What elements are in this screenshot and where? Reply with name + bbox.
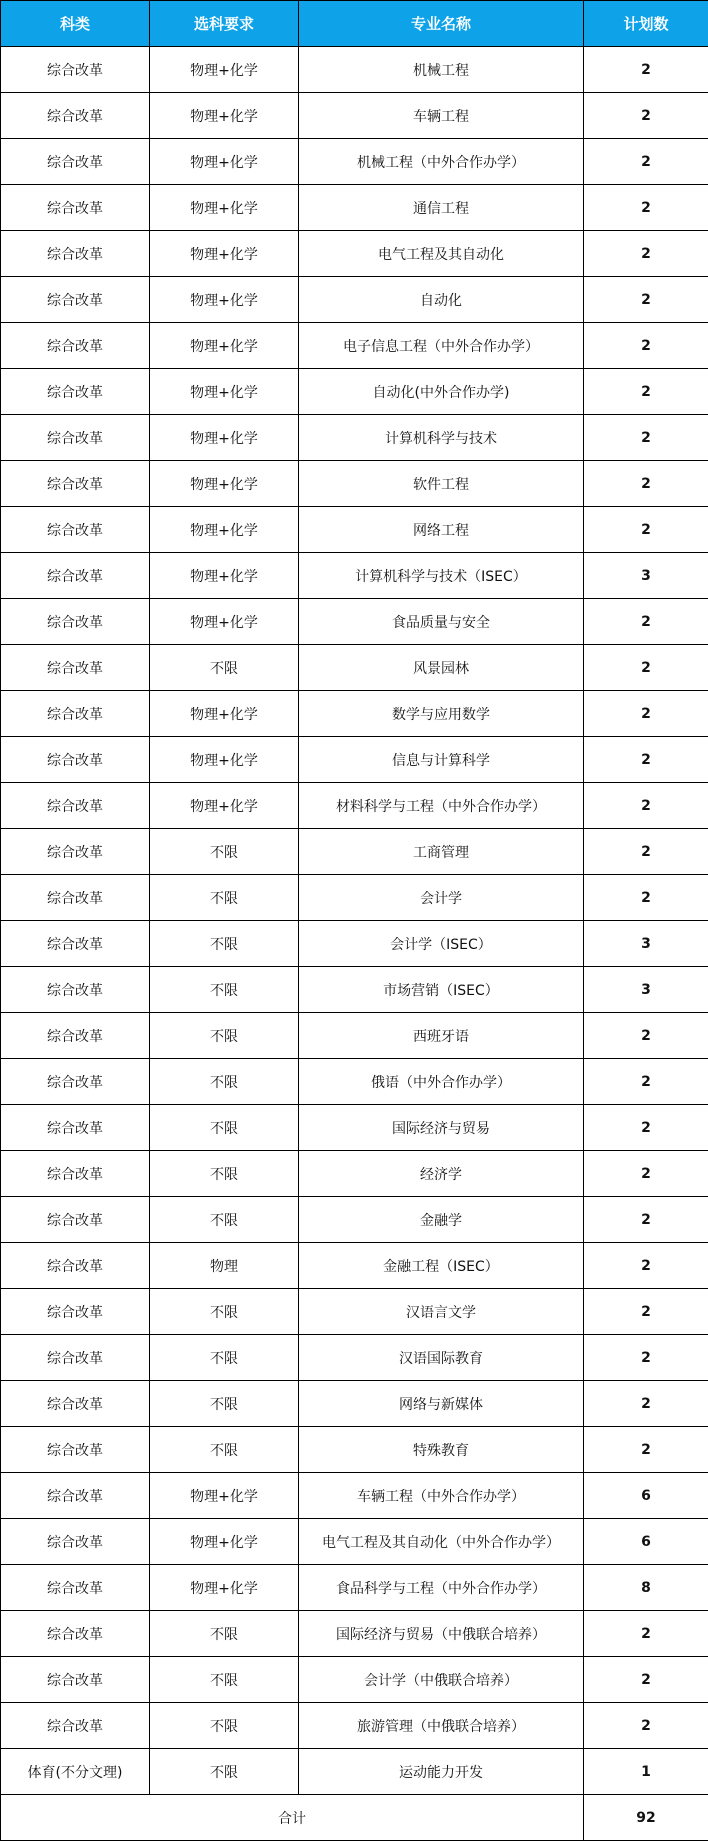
cell-major-name: 运动能力开发 xyxy=(299,1749,584,1795)
cell-major-name: 风景园林 xyxy=(299,645,584,691)
cell-category: 综合改革 xyxy=(1,1381,150,1427)
cell-category: 综合改革 xyxy=(1,1197,150,1243)
cell-category: 综合改革 xyxy=(1,461,150,507)
cell-major-name: 自动化(中外合作办学) xyxy=(299,369,584,415)
cell-category: 综合改革 xyxy=(1,139,150,185)
table-row xyxy=(1,1749,708,1795)
table-row xyxy=(1,829,708,875)
cell-major-name: 会计学 xyxy=(299,875,584,921)
cell-plan-count: 6 xyxy=(584,1473,708,1519)
cell-subject-requirement: 物理+化学 xyxy=(150,277,299,323)
header-major-name: 专业名称 xyxy=(299,1,584,47)
cell-subject-requirement: 物理+化学 xyxy=(150,323,299,369)
cell-major-name: 旅游管理（中俄联合培养） xyxy=(299,1703,584,1749)
cell-plan-count: 2 xyxy=(584,139,708,185)
cell-category: 综合改革 xyxy=(1,645,150,691)
cell-category: 综合改革 xyxy=(1,1703,150,1749)
cell-major-name: 市场营销（ISEC） xyxy=(299,967,584,1013)
cell-category: 综合改革 xyxy=(1,231,150,277)
cell-plan-count: 2 xyxy=(584,1657,708,1703)
header-category: 科类 xyxy=(1,1,150,47)
cell-plan-count: 2 xyxy=(584,1427,708,1473)
table-row xyxy=(1,1243,708,1289)
table-row xyxy=(1,1565,708,1611)
cell-plan-count: 2 xyxy=(584,875,708,921)
table-row xyxy=(1,415,708,461)
cell-category: 综合改革 xyxy=(1,1243,150,1289)
table-row xyxy=(1,461,708,507)
cell-subject-requirement: 不限 xyxy=(150,1703,299,1749)
cell-subject-requirement: 不限 xyxy=(150,1151,299,1197)
cell-subject-requirement: 不限 xyxy=(150,829,299,875)
table-row xyxy=(1,323,708,369)
table-row xyxy=(1,1427,708,1473)
cell-plan-count: 2 xyxy=(584,231,708,277)
cell-major-name: 工商管理 xyxy=(299,829,584,875)
table-row xyxy=(1,1335,708,1381)
cell-plan-count: 2 xyxy=(584,93,708,139)
cell-subject-requirement: 不限 xyxy=(150,1105,299,1151)
table-row xyxy=(1,921,708,967)
cell-category: 综合改革 xyxy=(1,921,150,967)
cell-subject-requirement: 物理+化学 xyxy=(150,139,299,185)
cell-plan-count: 6 xyxy=(584,1519,708,1565)
cell-subject-requirement: 物理+化学 xyxy=(150,93,299,139)
cell-major-name: 会计学（ISEC） xyxy=(299,921,584,967)
table-row xyxy=(1,875,708,921)
cell-major-name: 通信工程 xyxy=(299,185,584,231)
cell-plan-count: 1 xyxy=(584,1749,708,1795)
cell-category: 综合改革 xyxy=(1,829,150,875)
cell-subject-requirement: 不限 xyxy=(150,1335,299,1381)
cell-plan-count: 2 xyxy=(584,645,708,691)
cell-subject-requirement: 物理+化学 xyxy=(150,553,299,599)
cell-subject-requirement: 不限 xyxy=(150,967,299,1013)
cell-plan-count: 2 xyxy=(584,461,708,507)
table-row xyxy=(1,1381,708,1427)
table-row xyxy=(1,691,708,737)
cell-category: 综合改革 xyxy=(1,415,150,461)
cell-subject-requirement: 物理+化学 xyxy=(150,185,299,231)
total-label: 合计 xyxy=(1,1795,584,1841)
cell-category: 综合改革 xyxy=(1,277,150,323)
cell-category: 综合改革 xyxy=(1,1519,150,1565)
cell-major-name: 自动化 xyxy=(299,277,584,323)
cell-subject-requirement: 物理+化学 xyxy=(150,1565,299,1611)
table-row xyxy=(1,507,708,553)
cell-subject-requirement: 物理+化学 xyxy=(150,1473,299,1519)
cell-category: 综合改革 xyxy=(1,1335,150,1381)
cell-major-name: 俄语（中外合作办学） xyxy=(299,1059,584,1105)
table-row xyxy=(1,737,708,783)
cell-plan-count: 2 xyxy=(584,599,708,645)
table-row xyxy=(1,1059,708,1105)
cell-plan-count: 2 xyxy=(584,1289,708,1335)
cell-subject-requirement: 不限 xyxy=(150,1059,299,1105)
table-row xyxy=(1,369,708,415)
header-subject-requirement: 选科要求 xyxy=(150,1,299,47)
cell-plan-count: 2 xyxy=(584,415,708,461)
cell-category: 综合改革 xyxy=(1,185,150,231)
cell-plan-count: 2 xyxy=(584,1059,708,1105)
table-row xyxy=(1,1197,708,1243)
cell-category: 体育(不分文理) xyxy=(1,1749,150,1795)
cell-subject-requirement: 不限 xyxy=(150,921,299,967)
cell-plan-count: 2 xyxy=(584,323,708,369)
cell-major-name: 国际经济与贸易 xyxy=(299,1105,584,1151)
cell-category: 综合改革 xyxy=(1,1105,150,1151)
cell-plan-count: 2 xyxy=(584,783,708,829)
table-row xyxy=(1,967,708,1013)
cell-major-name: 金融工程（ISEC） xyxy=(299,1243,584,1289)
cell-plan-count: 2 xyxy=(584,1381,708,1427)
table-row xyxy=(1,277,708,323)
cell-category: 综合改革 xyxy=(1,691,150,737)
cell-major-name: 食品科学与工程（中外合作办学） xyxy=(299,1565,584,1611)
cell-major-name: 机械工程 xyxy=(299,47,584,93)
cell-subject-requirement: 不限 xyxy=(150,1657,299,1703)
cell-major-name: 汉语言文学 xyxy=(299,1289,584,1335)
cell-subject-requirement: 不限 xyxy=(150,1381,299,1427)
table-row xyxy=(1,47,708,93)
cell-category: 综合改革 xyxy=(1,783,150,829)
cell-major-name: 计算机科学与技术 xyxy=(299,415,584,461)
cell-major-name: 经济学 xyxy=(299,1151,584,1197)
cell-plan-count: 3 xyxy=(584,967,708,1013)
cell-category: 综合改革 xyxy=(1,1473,150,1519)
table-row xyxy=(1,645,708,691)
cell-major-name: 计算机科学与技术（ISEC） xyxy=(299,553,584,599)
header-plan-count: 计划数 xyxy=(584,1,708,47)
table-row xyxy=(1,1473,708,1519)
cell-major-name: 金融学 xyxy=(299,1197,584,1243)
table-row xyxy=(1,1289,708,1335)
cell-category: 综合改革 xyxy=(1,737,150,783)
cell-major-name: 电气工程及其自动化（中外合作办学） xyxy=(299,1519,584,1565)
table-row xyxy=(1,783,708,829)
cell-category: 综合改革 xyxy=(1,1059,150,1105)
cell-subject-requirement: 物理+化学 xyxy=(150,691,299,737)
cell-subject-requirement: 不限 xyxy=(150,1611,299,1657)
cell-category: 综合改革 xyxy=(1,93,150,139)
cell-subject-requirement: 物理+化学 xyxy=(150,737,299,783)
cell-subject-requirement: 不限 xyxy=(150,1749,299,1795)
cell-category: 综合改革 xyxy=(1,1657,150,1703)
cell-major-name: 会计学（中俄联合培养） xyxy=(299,1657,584,1703)
table-row xyxy=(1,1519,708,1565)
cell-category: 综合改革 xyxy=(1,553,150,599)
cell-plan-count: 2 xyxy=(584,1611,708,1657)
cell-subject-requirement: 不限 xyxy=(150,1427,299,1473)
cell-plan-count: 2 xyxy=(584,277,708,323)
cell-plan-count: 2 xyxy=(584,507,708,553)
cell-plan-count: 2 xyxy=(584,47,708,93)
table-row xyxy=(1,231,708,277)
cell-category: 综合改革 xyxy=(1,875,150,921)
cell-subject-requirement: 物理+化学 xyxy=(150,783,299,829)
table-row xyxy=(1,553,708,599)
cell-major-name: 数学与应用数学 xyxy=(299,691,584,737)
cell-major-name: 机械工程（中外合作办学） xyxy=(299,139,584,185)
cell-major-name: 网络工程 xyxy=(299,507,584,553)
cell-subject-requirement: 不限 xyxy=(150,875,299,921)
cell-category: 综合改革 xyxy=(1,507,150,553)
cell-plan-count: 2 xyxy=(584,1105,708,1151)
cell-subject-requirement: 不限 xyxy=(150,1013,299,1059)
cell-plan-count: 2 xyxy=(584,1335,708,1381)
cell-major-name: 国际经济与贸易（中俄联合培养） xyxy=(299,1611,584,1657)
cell-subject-requirement: 物理+化学 xyxy=(150,47,299,93)
cell-category: 综合改革 xyxy=(1,967,150,1013)
table-row xyxy=(1,599,708,645)
cell-plan-count: 2 xyxy=(584,1197,708,1243)
table-row xyxy=(1,1703,708,1749)
cell-category: 综合改革 xyxy=(1,47,150,93)
table-row xyxy=(1,185,708,231)
cell-category: 综合改革 xyxy=(1,369,150,415)
cell-plan-count: 2 xyxy=(584,369,708,415)
cell-major-name: 特殊教育 xyxy=(299,1427,584,1473)
cell-category: 综合改革 xyxy=(1,1013,150,1059)
cell-plan-count: 2 xyxy=(584,1243,708,1289)
cell-major-name: 网络与新媒体 xyxy=(299,1381,584,1427)
cell-subject-requirement: 物理+化学 xyxy=(150,1519,299,1565)
cell-major-name: 信息与计算科学 xyxy=(299,737,584,783)
table-row xyxy=(1,1105,708,1151)
cell-subject-requirement: 不限 xyxy=(150,645,299,691)
cell-plan-count: 2 xyxy=(584,185,708,231)
cell-plan-count: 8 xyxy=(584,1565,708,1611)
cell-category: 综合改革 xyxy=(1,1151,150,1197)
cell-subject-requirement: 物理+化学 xyxy=(150,461,299,507)
total-row xyxy=(1,1795,708,1841)
total-value: 92 xyxy=(584,1795,708,1841)
cell-plan-count: 2 xyxy=(584,1703,708,1749)
table-row xyxy=(1,93,708,139)
cell-category: 综合改革 xyxy=(1,599,150,645)
cell-category: 综合改革 xyxy=(1,323,150,369)
cell-subject-requirement: 物理+化学 xyxy=(150,231,299,277)
cell-major-name: 电气工程及其自动化 xyxy=(299,231,584,277)
table-row xyxy=(1,1151,708,1197)
table-row xyxy=(1,1611,708,1657)
cell-major-name: 软件工程 xyxy=(299,461,584,507)
table-row xyxy=(1,1657,708,1703)
cell-major-name: 车辆工程（中外合作办学） xyxy=(299,1473,584,1519)
cell-plan-count: 2 xyxy=(584,1151,708,1197)
cell-category: 综合改革 xyxy=(1,1565,150,1611)
cell-plan-count: 2 xyxy=(584,737,708,783)
cell-subject-requirement: 物理+化学 xyxy=(150,415,299,461)
cell-category: 综合改革 xyxy=(1,1289,150,1335)
cell-subject-requirement: 不限 xyxy=(150,1197,299,1243)
cell-major-name: 西班牙语 xyxy=(299,1013,584,1059)
cell-major-name: 食品质量与安全 xyxy=(299,599,584,645)
cell-subject-requirement: 物理+化学 xyxy=(150,599,299,645)
table-body xyxy=(1,47,708,1795)
cell-subject-requirement: 不限 xyxy=(150,1289,299,1335)
cell-category: 综合改革 xyxy=(1,1611,150,1657)
cell-major-name: 电子信息工程（中外合作办学） xyxy=(299,323,584,369)
cell-subject-requirement: 物理+化学 xyxy=(150,507,299,553)
cell-subject-requirement: 物理 xyxy=(150,1243,299,1289)
cell-plan-count: 2 xyxy=(584,691,708,737)
table-row xyxy=(1,139,708,185)
cell-plan-count: 3 xyxy=(584,553,708,599)
cell-plan-count: 2 xyxy=(584,829,708,875)
table-header-row xyxy=(1,1,708,47)
cell-major-name: 材料科学与工程（中外合作办学） xyxy=(299,783,584,829)
cell-major-name: 车辆工程 xyxy=(299,93,584,139)
cell-subject-requirement: 物理+化学 xyxy=(150,369,299,415)
cell-major-name: 汉语国际教育 xyxy=(299,1335,584,1381)
cell-category: 综合改革 xyxy=(1,1427,150,1473)
cell-plan-count: 2 xyxy=(584,1013,708,1059)
table-row xyxy=(1,1013,708,1059)
cell-plan-count: 3 xyxy=(584,921,708,967)
